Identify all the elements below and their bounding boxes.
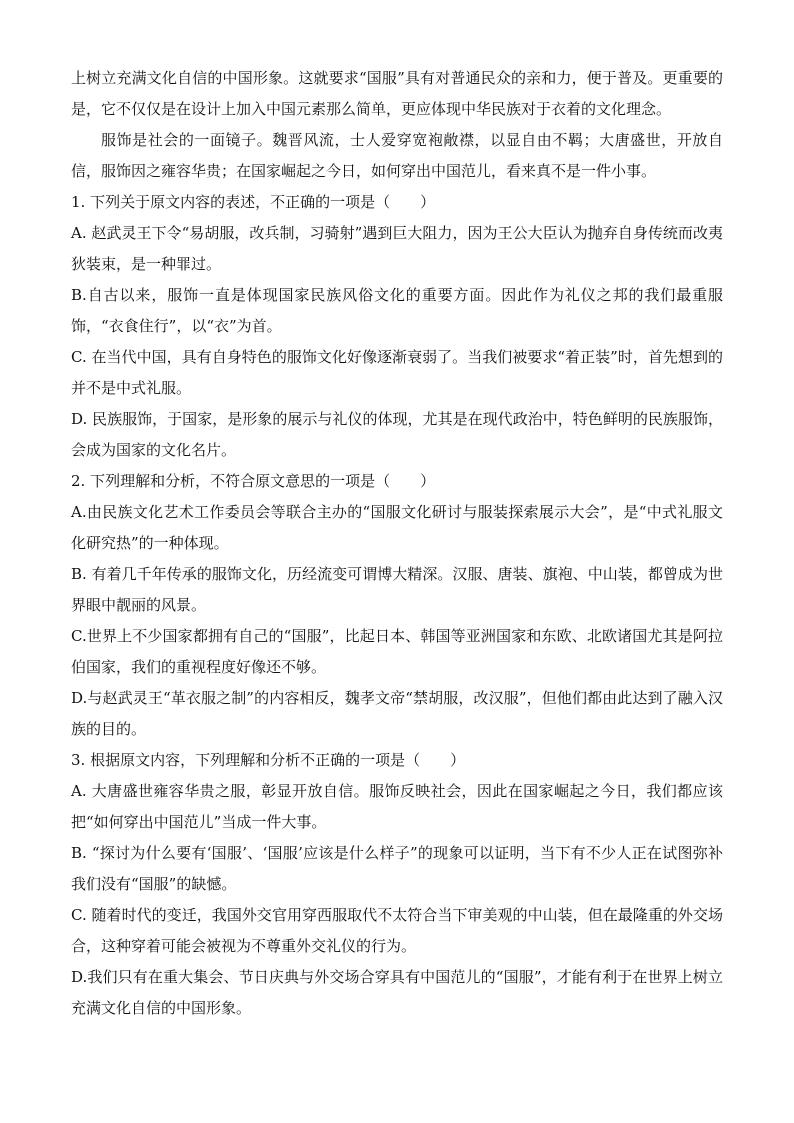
option-d: D.我们只有在重大集会、节日庆典与外交场合穿具有中国范儿的“国服”，才能有利于在世界上树立充满文化自信的中国形象。: [71, 968, 723, 1017]
question-3: [71, 745, 723, 1024]
question-stem: 1. 下列关于原文内容的表述，不正确的一项是（ ）: [71, 193, 436, 211]
question-2: [71, 466, 723, 745]
option-b: B. 有着几千年传承的服饰文化，历经流变可谓博大精深。汉服、唐装、旗袍、中山装，都曾成为世界眼中靓丽的风景。: [71, 565, 723, 614]
option-c: C. 随着时代的变迁，我国外交官用穿西服取代不太符合当下审美观的中山装，但在最隆重的外交场合，这种穿着可能会被视为不尊重外交礼仪的行为。: [71, 906, 723, 955]
option-b: B.自古以来，服饰一直是体现国家民族风俗文化的重要方面。因此作为礼仪之邦的我们最重服饰，“衣食住行”，以“衣”为首。: [71, 286, 723, 335]
question-stem: 2. 下列理解和分析，不符合原文意思的一项是（ ）: [71, 472, 436, 490]
option-d: D.与赵武灵王“革衣服之制”的内容相反，魏孝文帝“禁胡服，改汉服”，但他们都由此达到了融入汉族的目的。: [71, 689, 723, 738]
option-c: C. 在当代中国，具有自身特色的服饰文化好像逐渐衰弱了。当我们被要求“着正装”时，首先想到的并不是中式礼服。: [71, 348, 723, 397]
intro-paragraph-clothing: 服饰是社会的一面镜子。魏晋风流，士人爱穿宽袍敞襟，以显自由不羁；大唐盛世，开放自信，服饰因之雍容华贵；在国家崛起之今日，如何穿出中国范儿，看来真不是一件小事。: [71, 131, 723, 180]
option-d: D. 民族服饰，于国家，是形象的展示与礼仪的体现，尤其是在现代政治中，特色鲜明的民族服饰，会成为国家的文化名片。: [71, 410, 723, 459]
option-b: B. “探讨为什么要有‘国服’、‘国服’应该是什么样子”的现象可以证明，当下有不少人正在试图弥补我们没有“国服”的缺憾。: [71, 844, 723, 893]
question-1: [71, 187, 723, 466]
option-a: A. 赵武灵王下令“易胡服，改兵制，习骑射”遇到巨大阻力，因为王公大臣认为抛弃自身传统而改夷狄装束，是一种罪过。: [71, 224, 723, 273]
option-a: A.由民族文化艺术工作委员会等联合主办的“国服文化研讨与服装探索展示大会”，是“中式礼服文化研究热”的一种体现。: [71, 503, 723, 552]
option-a: A. 大唐盛世雍容华贵之服，彰显开放自信。服饰反映社会，因此在国家崛起之今日，我们都应该把“如何穿出中国范儿”当成一件大事。: [71, 782, 723, 831]
intro-paragraph-continued: 上树立充满文化自信的中国形象。这就要求“国服”具有对普通民众的亲和力，便于普及。更重要的是，它不仅仅是在设计上加入中国元素那么简单，更应体现中华民族对于衣着的文化理念。: [71, 69, 723, 118]
option-c: C.世界上不少国家都拥有自己的“国服”，比起日本、韩国等亚洲国家和东欧、北欧诸国尤其是阿拉伯国家，我们的重视程度好像还不够。: [71, 627, 723, 676]
question-stem: 3. 根据原文内容，下列理解和分析不正确的一项是（ ）: [71, 751, 466, 769]
